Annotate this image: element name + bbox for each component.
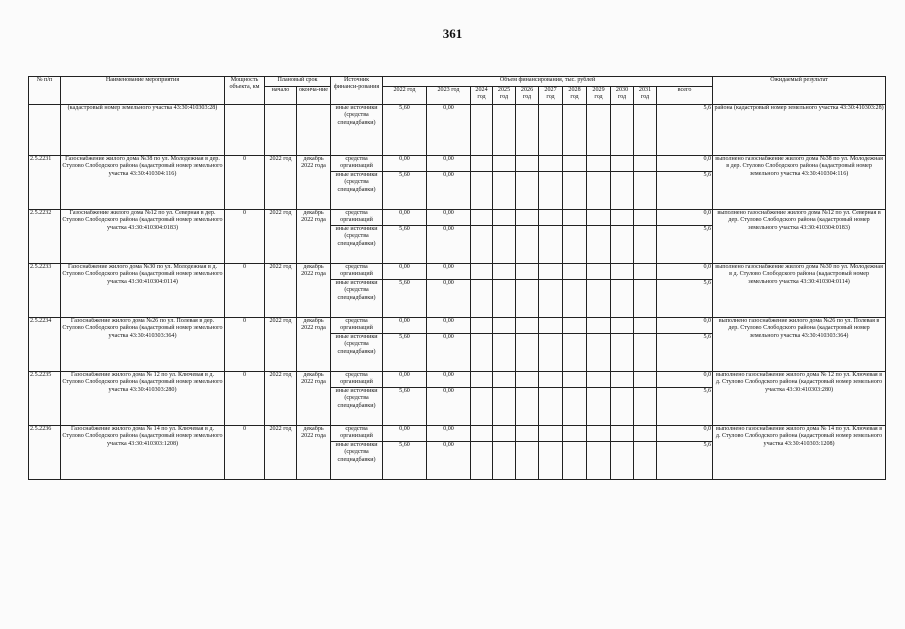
cell-empty: [587, 156, 611, 172]
header-year: 2029 год: [587, 87, 611, 105]
cell-empty: [634, 280, 657, 318]
cell-empty: [539, 280, 563, 318]
cell-empty: [587, 426, 611, 442]
cell-empty: [611, 318, 634, 334]
cell-empty: [539, 172, 563, 210]
cell-empty: [563, 264, 587, 280]
cell-name: Газоснабжение жилого дома №12 по ул. Северная в дер. Стулово Слободского района (кадастровый номер земельного участка 43:30:410304:0183): [61, 210, 225, 264]
cell-empty: [634, 226, 657, 264]
cell-empty: [611, 172, 634, 210]
cell-empty: [634, 264, 657, 280]
cell-empty: [493, 372, 516, 388]
cell-empty: [539, 226, 563, 264]
cell-total: 5,6: [657, 388, 713, 426]
cell-empty: [539, 105, 563, 156]
cell-result: выполнено газоснабжение жилого дома №30 по ул. Молодежная в д. Стулово Слободского района (кадастровый номер земельного участка 43:30:410304:0114): [713, 264, 886, 318]
cell-end: декабрь 2022 года: [297, 426, 331, 480]
cell-2022: 5,60: [383, 388, 427, 426]
cell-empty: [563, 280, 587, 318]
cell-empty: [493, 210, 516, 226]
cell-num: 2.5.2232: [29, 210, 61, 264]
cell-source: иные источники (средства спецнадбавки): [331, 280, 383, 318]
cell-empty: [471, 280, 493, 318]
cell-empty: [539, 442, 563, 480]
cell-start: 2022 год: [265, 210, 297, 264]
cell-empty: [493, 226, 516, 264]
cell-empty: [634, 318, 657, 334]
cell-empty: [563, 210, 587, 226]
cell-2022: 5,60: [383, 334, 427, 372]
cell-empty: [516, 226, 539, 264]
cell-empty: [634, 210, 657, 226]
cell-empty: [611, 280, 634, 318]
cell-name: Газоснабжение жилого дома № 14 по ул. Ключевая в д. Стулово Слободского района (кадастровый номер земельного участка 43:30:410303:1208): [61, 426, 225, 480]
cell-empty: [516, 334, 539, 372]
cell-power: 0: [225, 156, 265, 210]
cell-empty: [634, 426, 657, 442]
cell-empty: [587, 334, 611, 372]
cell-start: 2022 год: [265, 156, 297, 210]
cell-empty: [539, 156, 563, 172]
cell-empty: [471, 105, 493, 156]
cell-empty: [611, 264, 634, 280]
cell-name: Газоснабжение жилого дома №26 по ул. Полевая в дер. Стулово Слободского района (кадастровый номер земельного участка 43:30:410303:364): [61, 318, 225, 372]
cell-empty: [539, 264, 563, 280]
cell-2022: 5,60: [383, 226, 427, 264]
cell-empty: [516, 105, 539, 156]
cell-total: 5,6: [657, 442, 713, 480]
cell-empty: [587, 226, 611, 264]
header-year: 2023 год: [427, 87, 471, 105]
cell-2022: 0,00: [383, 264, 427, 280]
cell-empty: [587, 105, 611, 156]
cell-empty: [611, 442, 634, 480]
cell-empty: [611, 156, 634, 172]
cell-empty: [611, 226, 634, 264]
cell-empty: [493, 318, 516, 334]
cell-empty: [493, 442, 516, 480]
cell-start: 2022 год: [265, 372, 297, 426]
cell-total: 5,6: [657, 334, 713, 372]
cell-empty: [471, 156, 493, 172]
cell-2023: 0,00: [427, 318, 471, 334]
cell-empty: [634, 172, 657, 210]
table-row: [29, 210, 886, 226]
cell-empty: [539, 318, 563, 334]
cell-end: декабрь 2022 года: [297, 210, 331, 264]
cell-2022: 0,00: [383, 426, 427, 442]
cell-empty: [539, 334, 563, 372]
header-year: 2026 год: [516, 87, 539, 105]
cell-empty: [471, 426, 493, 442]
cell-empty: [471, 372, 493, 388]
table-body: [29, 105, 886, 480]
cell-empty: [611, 105, 634, 156]
cell-source: средства организаций: [331, 264, 383, 280]
cell-empty: [493, 105, 516, 156]
cell-result: выполнено газоснабжение жилого дома № 14 по ул. Ключевая в д. Стулово Слободского района (кадастровый номер земельного участка 43:30:410303:1208): [713, 426, 886, 480]
cell-empty: [539, 388, 563, 426]
cell-total: 0,0: [657, 210, 713, 226]
page-number: 361: [442, 26, 463, 41]
cell-total: 5,6: [657, 280, 713, 318]
cell-empty: [516, 426, 539, 442]
table-row: [29, 318, 886, 334]
cell-empty: [539, 426, 563, 442]
cell-empty: [563, 334, 587, 372]
header-total: всего: [657, 87, 713, 105]
cell-2023: 0,00: [427, 388, 471, 426]
cell-source: иные источники (средства спецнадбавки): [331, 105, 383, 156]
cell-power: 0: [225, 372, 265, 426]
cell-empty: [516, 442, 539, 480]
cell-2022: 5,60: [383, 172, 427, 210]
cell-name: Газоснабжение жилого дома №38 по ул. Молодежная в дер. Стулово Слободского района (кадастровый номер земельного участка 43:30:410304:116): [61, 156, 225, 210]
cell-2023: 0,00: [427, 426, 471, 442]
cell-empty: [587, 372, 611, 388]
cell-empty: [493, 264, 516, 280]
cell-source: средства организаций: [331, 210, 383, 226]
cell-2023: 0,00: [427, 156, 471, 172]
header-num: № п/п: [29, 77, 61, 105]
cell-source: иные источники (средства спецнадбавки): [331, 334, 383, 372]
cell-source: средства организаций: [331, 318, 383, 334]
cell-name: Газоснабжение жилого дома №30 по ул. Молодежная в д. Стулово Слободского района (кадастровый номер земельного участка 43:30:410304:0114): [61, 264, 225, 318]
cell-empty: [516, 210, 539, 226]
cell-end: декабрь 2022 года: [297, 156, 331, 210]
cell-num: 2.5.2233: [29, 264, 61, 318]
cell-total: 5,6: [657, 105, 713, 156]
financing-table: [28, 76, 886, 480]
cell-empty: [471, 226, 493, 264]
cell-empty: [471, 442, 493, 480]
cell-empty: [611, 210, 634, 226]
cell-2022: 5,60: [383, 105, 427, 156]
cell-num: 2.5.2234: [29, 318, 61, 372]
cell-power: 0: [225, 264, 265, 318]
cell-empty: [471, 172, 493, 210]
cell-source: иные источники (средства спецнадбавки): [331, 172, 383, 210]
cell-result: выполнено газоснабжение жилого дома № 12 по ул. Ключевая в д. Стулово Слободского района (кадастровый номер земельного участка 43:30:410303:280): [713, 372, 886, 426]
header-power: Мощность объекта, км: [225, 77, 265, 105]
cell-2023: 0,00: [427, 226, 471, 264]
cell-total: 0,0: [657, 372, 713, 388]
cell-2023: 0,00: [427, 280, 471, 318]
header-term: Плановый срок: [265, 77, 331, 87]
header-source: Источник финанси-рования: [331, 77, 383, 105]
cell-empty: [587, 210, 611, 226]
cell-total: 0,0: [657, 264, 713, 280]
cell-empty: [634, 372, 657, 388]
cell-empty: [516, 264, 539, 280]
cell-empty: [611, 426, 634, 442]
cell-start: [265, 105, 297, 156]
cell-name: (кадастровый номер земельного участка 43:30:410303:28): [61, 105, 225, 156]
cell-2023: 0,00: [427, 172, 471, 210]
cell-end: декабрь 2022 года: [297, 318, 331, 372]
cell-total: 5,6: [657, 226, 713, 264]
cell-empty: [493, 280, 516, 318]
cell-num: [29, 105, 61, 156]
cell-empty: [563, 172, 587, 210]
cell-empty: [587, 264, 611, 280]
header-year: 2028 год: [563, 87, 587, 105]
cell-power: [225, 105, 265, 156]
cell-empty: [611, 334, 634, 372]
cell-source: иные источники (средства спецнадбавки): [331, 226, 383, 264]
cell-source: средства организаций: [331, 372, 383, 388]
cell-empty: [611, 388, 634, 426]
cell-empty: [516, 372, 539, 388]
cell-2022: 5,60: [383, 280, 427, 318]
cell-num: 2.5.2231: [29, 156, 61, 210]
header-result: Ожидаемый результат: [713, 77, 886, 105]
cell-empty: [471, 318, 493, 334]
cell-empty: [634, 388, 657, 426]
cell-empty: [493, 156, 516, 172]
cell-empty: [563, 156, 587, 172]
header-year: 2022 год: [383, 87, 427, 105]
cell-2022: 0,00: [383, 156, 427, 172]
cell-result: выполнено газоснабжение жилого дома №38 по ул. Молодежная в дер. Стулово Слободского района (кадастровый номер земельного участка 43:30:410304:116): [713, 156, 886, 210]
cell-empty: [471, 388, 493, 426]
cell-result: района (кадастровый номер земельного участка 43:30:410303:28): [713, 105, 886, 156]
cell-source: средства организаций: [331, 426, 383, 442]
table-row: [29, 426, 886, 442]
cell-empty: [471, 334, 493, 372]
cell-start: 2022 год: [265, 426, 297, 480]
cell-empty: [634, 156, 657, 172]
cell-empty: [563, 388, 587, 426]
header-year: 2031 год: [634, 87, 657, 105]
cell-power: 0: [225, 426, 265, 480]
cell-empty: [493, 426, 516, 442]
cell-empty: [539, 210, 563, 226]
cell-empty: [493, 388, 516, 426]
cell-num: 2.5.2235: [29, 372, 61, 426]
cell-empty: [587, 280, 611, 318]
cell-empty: [563, 372, 587, 388]
cell-total: 0,0: [657, 426, 713, 442]
cell-total: 0,0: [657, 318, 713, 334]
cell-empty: [493, 334, 516, 372]
cell-empty: [634, 334, 657, 372]
cell-2022: 0,00: [383, 318, 427, 334]
cell-2023: 0,00: [427, 105, 471, 156]
cell-source: средства организаций: [331, 156, 383, 172]
cell-empty: [634, 442, 657, 480]
cell-empty: [563, 442, 587, 480]
cell-result: выполнено газоснабжение жилого дома №12 по ул. Северная в дер. Стулово Слободского района (кадастровый номер земельного участка 43:30:410304:0183): [713, 210, 886, 264]
cell-empty: [587, 172, 611, 210]
cell-2022: 0,00: [383, 372, 427, 388]
header-name: Наименование мероприятия: [61, 77, 225, 105]
cell-empty: [471, 264, 493, 280]
cell-2022: 5,60: [383, 442, 427, 480]
cell-power: 0: [225, 318, 265, 372]
header-volume: Объем финансирования, тыс. рублей: [383, 77, 713, 87]
cell-end: [297, 105, 331, 156]
cell-end: декабрь 2022 года: [297, 372, 331, 426]
table-row: [29, 372, 886, 388]
header-year: 2027 год: [539, 87, 563, 105]
header-year: 2025 год: [493, 87, 516, 105]
header-year: 2024 год: [471, 87, 493, 105]
cell-empty: [563, 426, 587, 442]
cell-empty: [587, 388, 611, 426]
cell-empty: [563, 105, 587, 156]
cell-empty: [516, 280, 539, 318]
cell-end: декабрь 2022 года: [297, 264, 331, 318]
table-row: [29, 156, 886, 172]
cell-2023: 0,00: [427, 210, 471, 226]
cell-source: иные источники (средства спецнадбавки): [331, 442, 383, 480]
cell-num: 2.5.2236: [29, 426, 61, 480]
cell-empty: [563, 318, 587, 334]
cell-2022: 0,00: [383, 210, 427, 226]
cell-start: 2022 год: [265, 264, 297, 318]
table-row: [29, 264, 886, 280]
cell-2023: 0,00: [427, 264, 471, 280]
cell-empty: [587, 442, 611, 480]
header-start: начало: [265, 87, 297, 105]
cell-2023: 0,00: [427, 372, 471, 388]
cell-empty: [563, 226, 587, 264]
cell-empty: [539, 372, 563, 388]
cell-empty: [493, 172, 516, 210]
cell-empty: [516, 156, 539, 172]
cell-empty: [587, 318, 611, 334]
cell-result: выполнено газоснабжение жилого дома №26 по ул. Полевая в дер. Стулово Слободского района (кадастровый номер земельного участка 43:30:410303:364): [713, 318, 886, 372]
table-row: [29, 105, 886, 156]
cell-empty: [611, 372, 634, 388]
table-header: [29, 77, 886, 105]
cell-name: Газоснабжение жилого дома № 12 по ул. Ключевая в д. Стулово Слободского района (кадастровый номер земельного участка 43:30:410303:280): [61, 372, 225, 426]
cell-total: 0,0: [657, 156, 713, 172]
cell-empty: [516, 172, 539, 210]
cell-total: 5,6: [657, 172, 713, 210]
cell-empty: [516, 388, 539, 426]
cell-empty: [516, 318, 539, 334]
header-year: 2030 год: [611, 87, 634, 105]
header-end: оконча-ние: [297, 87, 331, 105]
cell-source: иные источники (средства спецнадбавки): [331, 388, 383, 426]
cell-empty: [634, 105, 657, 156]
cell-empty: [471, 210, 493, 226]
cell-2023: 0,00: [427, 334, 471, 372]
cell-2023: 0,00: [427, 442, 471, 480]
cell-start: 2022 год: [265, 318, 297, 372]
cell-power: 0: [225, 210, 265, 264]
